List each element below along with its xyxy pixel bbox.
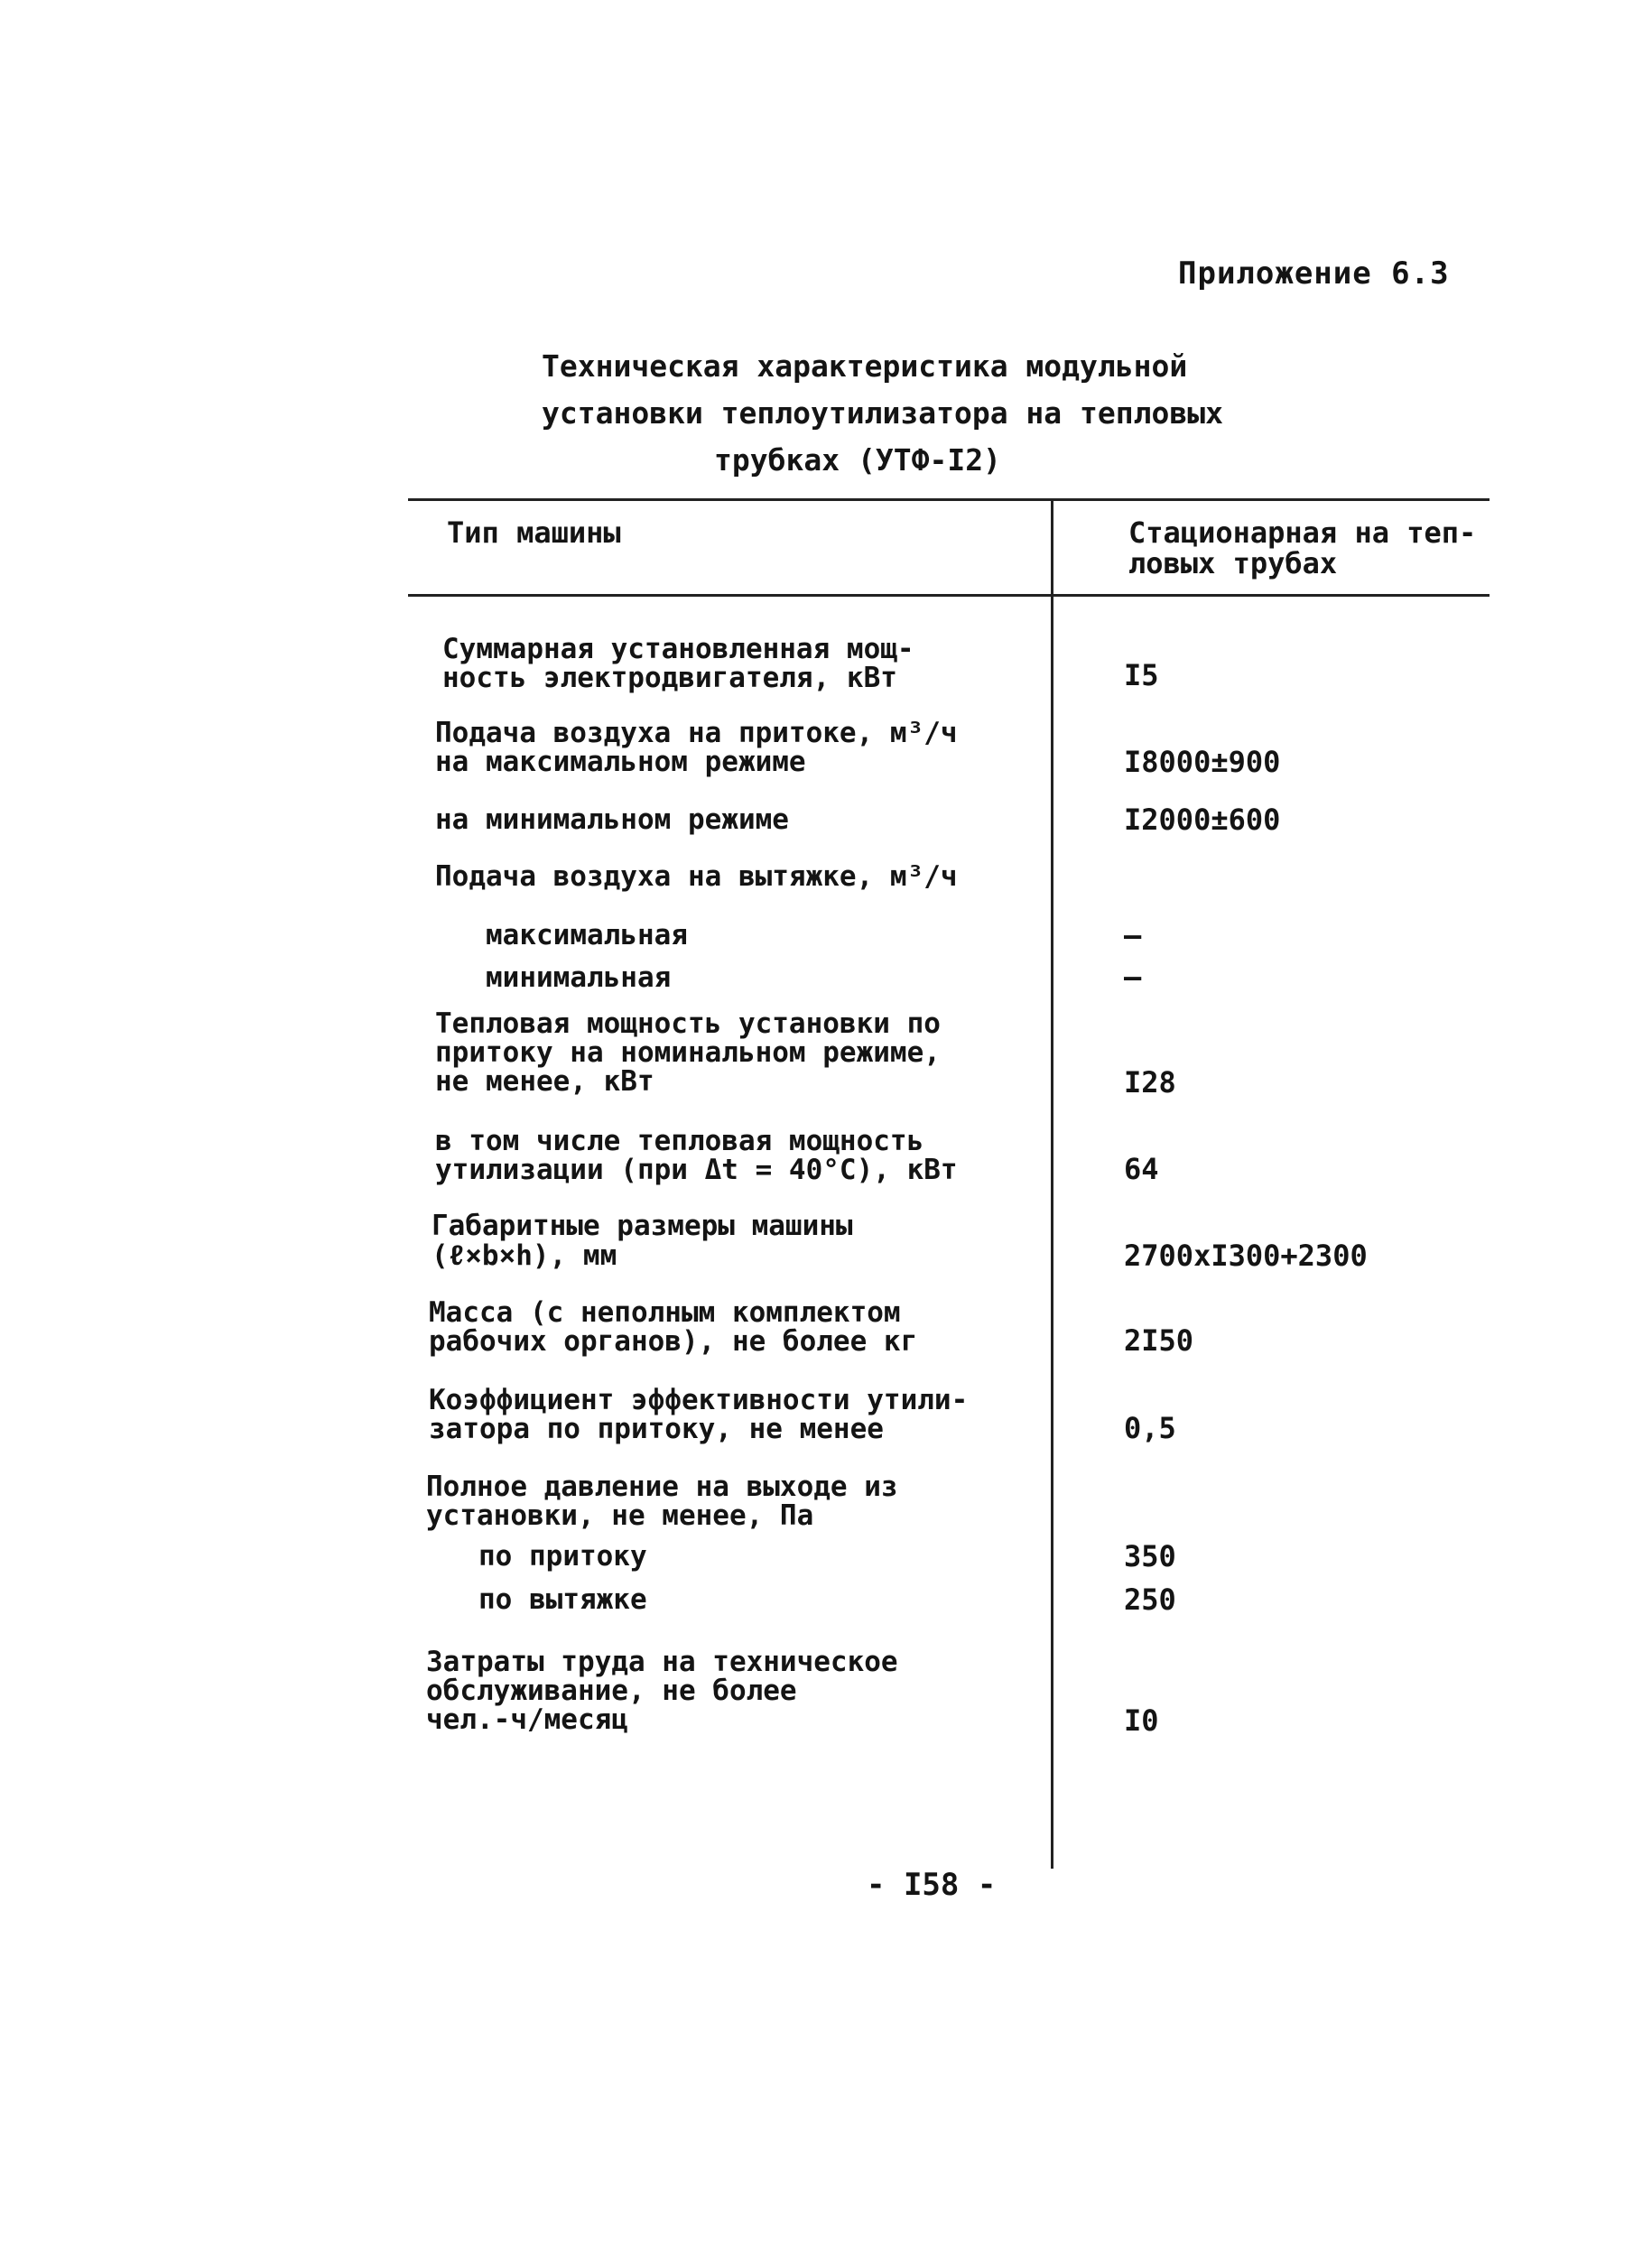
row-label-line: затора по притоку, не менее xyxy=(429,1413,884,1445)
header-col2-line2: ловых трубах xyxy=(1128,546,1338,580)
row-label-line: Габаритные размеры машины xyxy=(432,1210,853,1242)
row-label-line: минимальная xyxy=(486,961,672,994)
table-top-rule xyxy=(408,498,1490,501)
row-label-line: Коэффициент эффективности утили- xyxy=(429,1384,969,1416)
row-label-line: установки, не менее, Па xyxy=(426,1499,814,1532)
row-value: I0 xyxy=(1124,1703,1159,1738)
row-label-line: притоку на номинальном режиме, xyxy=(435,1036,941,1069)
row-value: I2000±600 xyxy=(1124,803,1281,837)
row-value: I8000±900 xyxy=(1124,745,1281,779)
header-bottom-rule xyxy=(408,594,1490,597)
row-value: 2I50 xyxy=(1124,1323,1194,1358)
appendix-label: Приложение 6.3 xyxy=(1178,255,1450,292)
header-col2-line1: Стационарная на теп- xyxy=(1128,515,1477,550)
row-label-line: не менее, кВт xyxy=(435,1065,654,1098)
title-line: установки теплоутилизатора на тепловых xyxy=(542,395,1223,431)
row-label-line: Тепловая мощность установки по xyxy=(435,1007,941,1040)
document-title xyxy=(542,343,1223,484)
row-label-line: обслуживание, не более xyxy=(426,1675,797,1707)
row-value: 64 xyxy=(1124,1152,1159,1186)
row-label-line: по притоку xyxy=(478,1540,647,1573)
row-label-line: Масса (с неполным комплектом xyxy=(429,1296,901,1329)
row-value: I5 xyxy=(1124,658,1159,692)
row-label-line: по вытяжке xyxy=(478,1583,647,1616)
column-divider xyxy=(1051,498,1053,1869)
row-value: 350 xyxy=(1124,1539,1176,1573)
row-label-line: Подача воздуха на вытяжке, м³/ч xyxy=(435,860,958,893)
title-line: Техническая характеристика модульной xyxy=(542,348,1188,384)
row-label-line: на минимальном режиме xyxy=(435,803,789,836)
row-label-line: ность электродвигателя, кВт xyxy=(442,662,897,694)
row-label-line: в том числе тепловая мощность xyxy=(435,1125,924,1157)
row-value: 2700xI300+2300 xyxy=(1124,1239,1368,1273)
row-label-line: Суммарная установленная мощ- xyxy=(442,633,914,665)
row-label-line: чел.-ч/месяц xyxy=(426,1703,628,1736)
row-label-line: максимальная xyxy=(486,919,688,951)
row-label-line: Полное давление на выходе из xyxy=(426,1471,898,1503)
row-value: I28 xyxy=(1124,1065,1176,1100)
row-label-line: Затраты труда на техническое xyxy=(426,1646,898,1678)
row-label-line: утилизации (при Δt = 40°С), кВт xyxy=(435,1154,958,1186)
row-label-line: рабочих органов), не более кг xyxy=(429,1325,918,1358)
row-label-line: на максимальном режиме xyxy=(435,746,806,778)
row-label-line: Подача воздуха на притоке, м³/ч xyxy=(435,717,958,749)
page-number: - I58 - xyxy=(867,1867,997,1903)
header-col1: Тип машины xyxy=(447,515,621,550)
row-value: – xyxy=(1124,918,1142,952)
row-value: 0,5 xyxy=(1124,1411,1176,1445)
row-value: – xyxy=(1124,960,1142,994)
row-label-line: (ℓ×b×h), мм xyxy=(432,1239,617,1272)
title-line: трубках (УТФ-I2) xyxy=(714,442,1001,478)
row-value: 250 xyxy=(1124,1582,1176,1617)
